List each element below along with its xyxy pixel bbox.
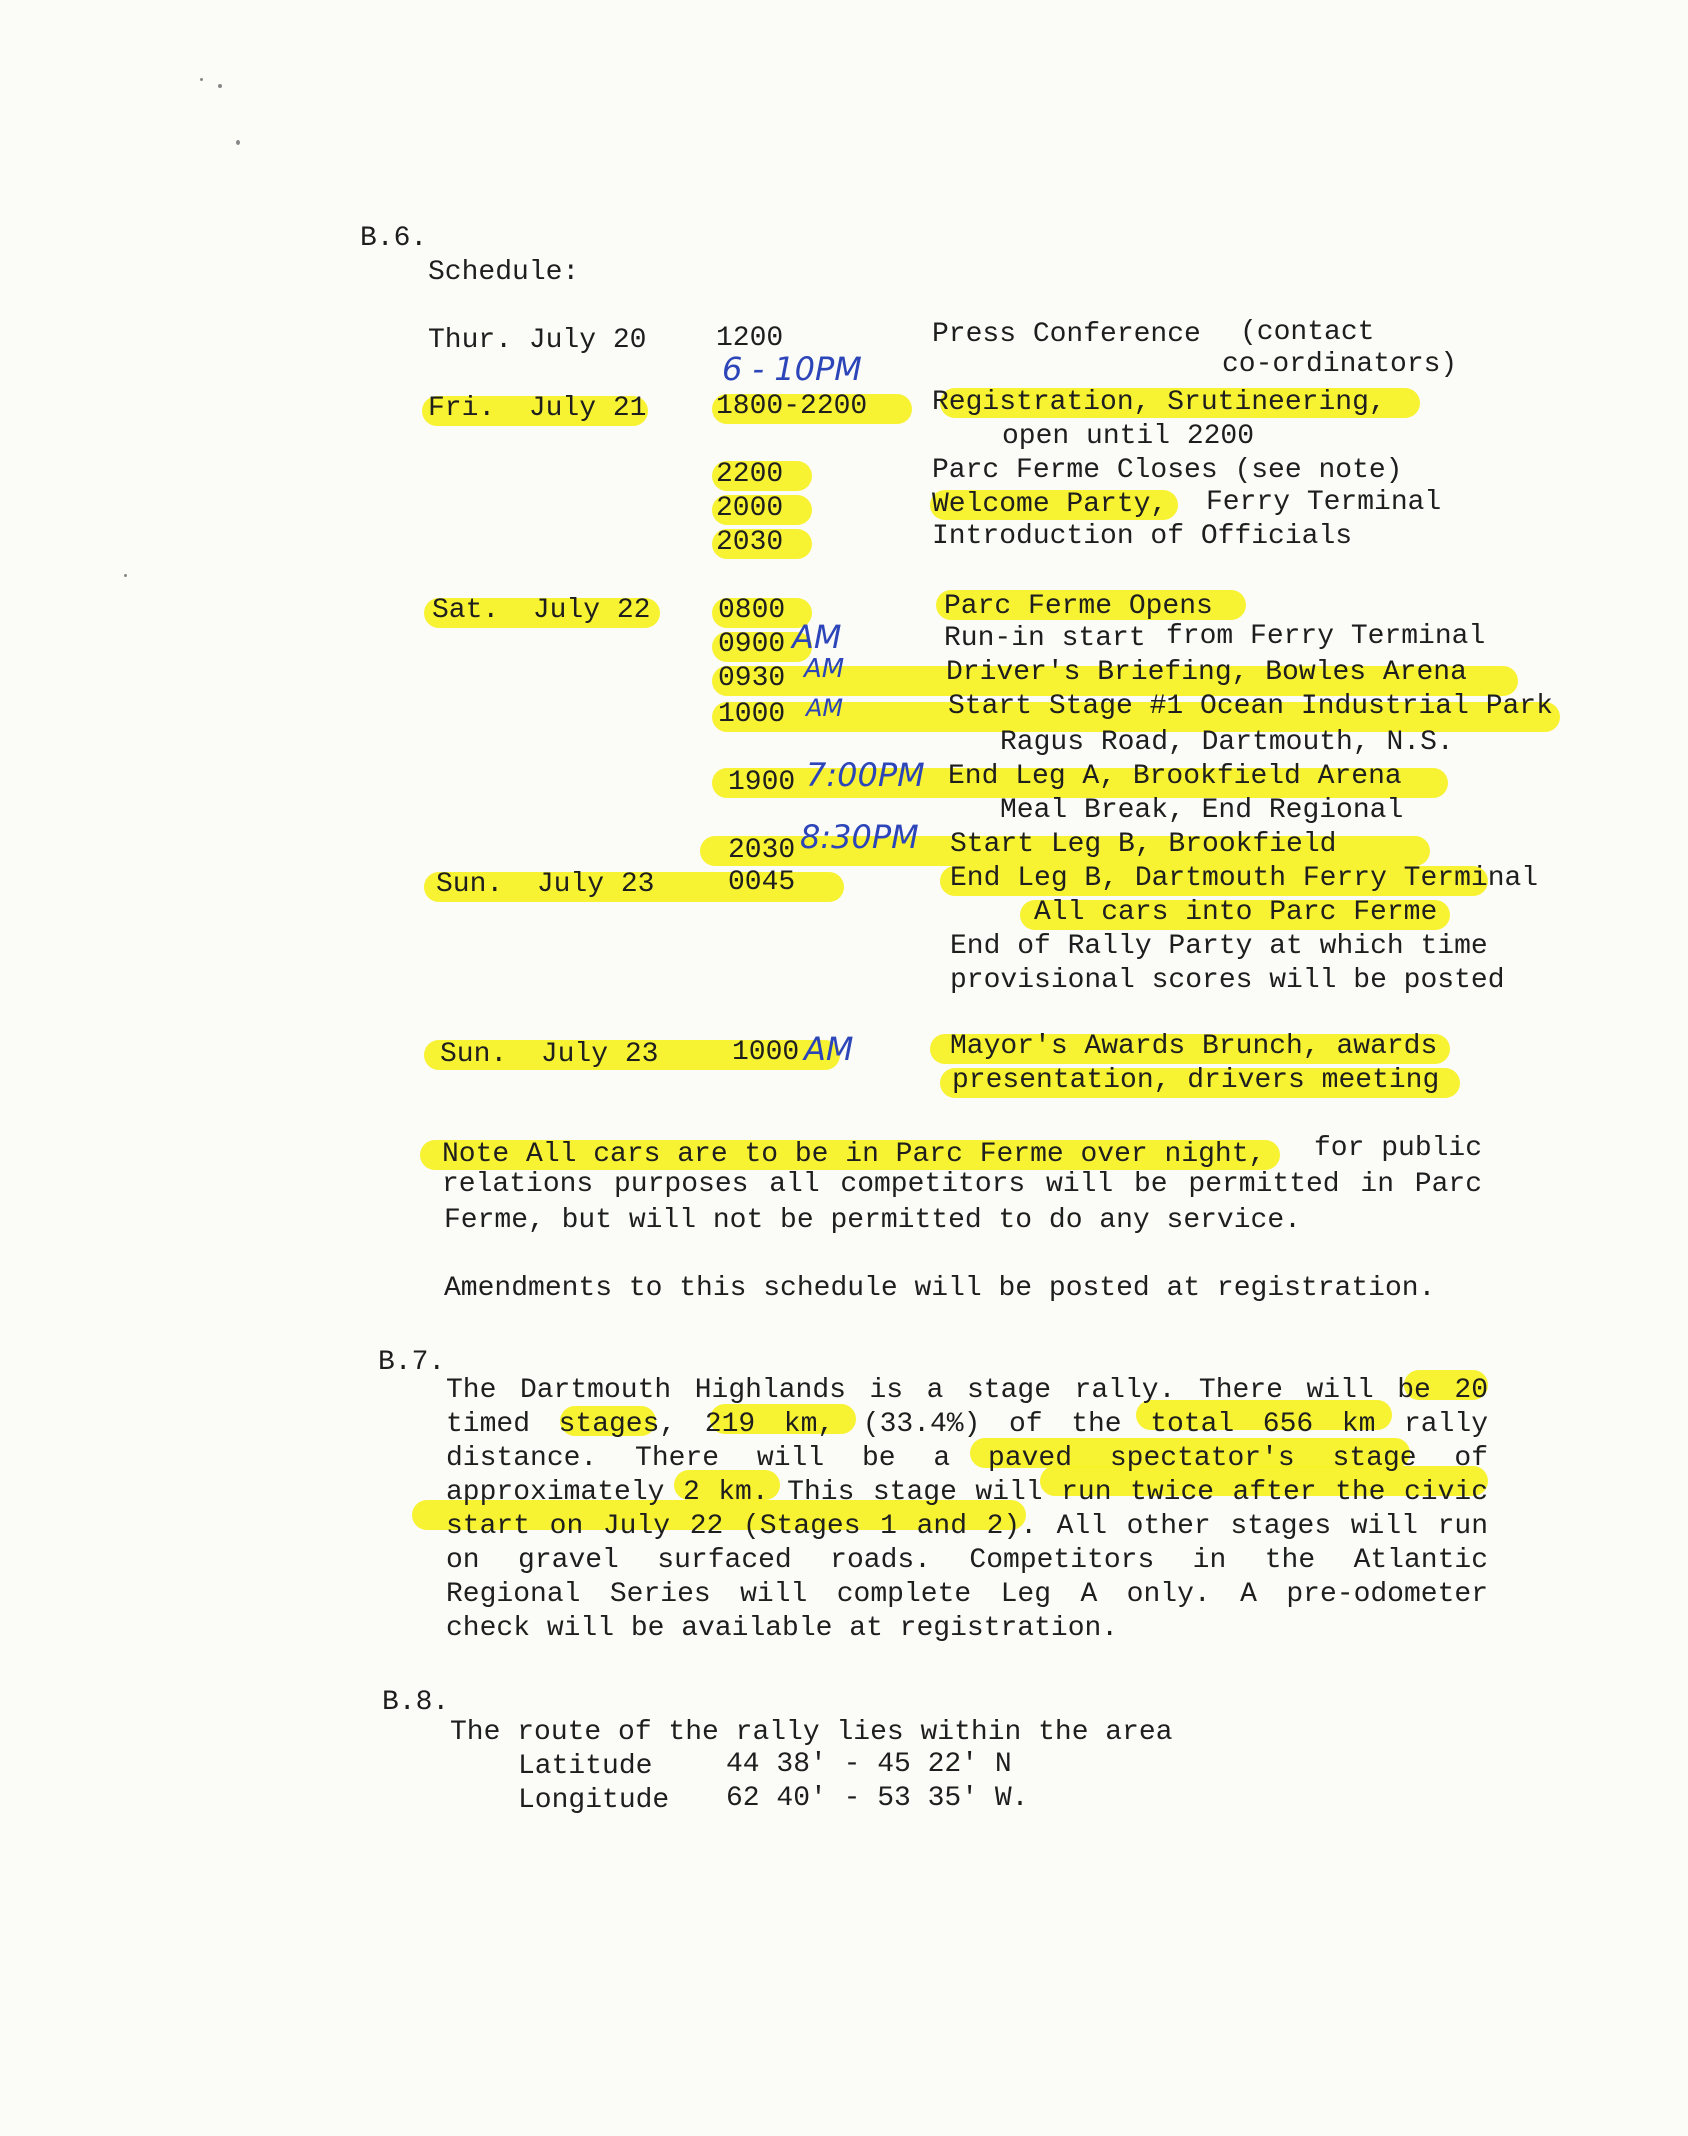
schedule-time: 1200 [716,323,784,354]
schedule-time: 2000 [716,493,784,524]
handwritten-note: 8:30PM [800,818,919,856]
schedule-event: Run-in start [944,623,1146,654]
note-line: relations purposes all competitors will be permitted in Parc [442,1169,1482,1200]
schedule-time: 1000 [732,1037,800,1068]
route-intro: The route of the rally lies within the area [450,1717,1173,1748]
schedule-event: Meal Break, End Regional [1000,795,1404,826]
schedule-time: 2030 [728,835,796,866]
schedule-event: Ragus Road, Dartmouth, N.S. [1000,727,1454,758]
schedule-event: Welcome Party, [932,489,1168,520]
rally-description-line: on gravel surfaced roads. Competitors in the Atlantic [446,1545,1488,1576]
schedule-event: Start Leg B, Brookfield [950,829,1337,860]
handwritten-note: 6 - 10PM [722,350,862,388]
note-line: Note All cars are to be in Parc Ferme over night, [442,1139,1266,1170]
schedule-time: 2030 [716,527,784,558]
longitude-label: Longitude [518,1785,670,1816]
schedule-time: 0800 [718,595,786,626]
longitude-value: 62 40' - 53 35' W. [726,1783,1029,1814]
schedule-event: End of Rally Party at which time [950,931,1488,962]
schedule-event: Parc Ferme Opens [944,591,1213,622]
schedule-event: from Ferry Terminal [1166,621,1486,652]
schedule-time: 2200 [716,459,784,490]
latitude-value: 44 38' - 45 22' N [726,1749,1012,1780]
handwritten-note: AM [806,694,844,722]
schedule-event: open until 2200 [1002,421,1255,452]
schedule-event: Press Conference [932,319,1201,350]
schedule-event: End Leg A, Brookfield Arena [948,761,1402,792]
scan-speck [124,574,127,577]
schedule-time: 0930 [718,663,786,694]
schedule-event: Driver's Briefing, Bowles Arena [946,657,1467,688]
rally-description-line: check will be available at registration. [446,1613,1119,1644]
schedule-day: Fri. July 21 [428,393,647,424]
section-number: B.8. [382,1687,450,1718]
schedule-event: Mayor's Awards Brunch, awards [950,1031,1438,1062]
schedule-day: Sun. July 23 [440,1039,659,1070]
schedule-event: presentation, drivers meeting [952,1065,1440,1096]
schedule-event: Ferry Terminal [1206,487,1442,518]
schedule-time: 0900 [718,629,786,660]
schedule-event: Start Stage #1 Ocean Industrial Park [948,691,1553,722]
schedule-time: 0045 [728,867,796,898]
rally-description-line: The Dartmouth Highlands is a stage rally. There will be 20 [446,1375,1488,1406]
section-heading: Schedule: [428,257,580,288]
handwritten-note: 7:00PM [806,756,925,794]
schedule-event: Parc Ferme Closes (see note) [932,455,1403,486]
section-number: B.6. [360,223,428,254]
rally-description-line: start on July 22 (Stages 1 and 2). All other stages will run [446,1511,1488,1542]
note-line: Ferme, but will not be permitted to do any service. [444,1205,1301,1236]
handwritten-note: AM [804,654,845,684]
schedule-event: provisional scores will be posted [950,965,1505,996]
schedule-event: Introduction of Officials [932,521,1353,552]
schedule-event: All cars into Parc Ferme [1034,897,1438,928]
schedule-time: 1800-2200 [716,391,868,422]
rally-description [446,1374,1488,1646]
handwritten-note: AM [804,1030,854,1068]
schedule-day: Sun. July 23 [436,869,655,900]
schedule-day: Sat. July 22 [432,595,651,626]
handwritten-note: AM [792,618,842,656]
latitude-label: Latitude [518,1751,653,1782]
schedule-event: End Leg B, Dartmouth Ferry Terminal [950,863,1539,894]
schedule-event: co-ordinators) [1222,349,1458,380]
schedule-event: (contact [1240,317,1375,348]
schedule-time: 1900 [728,767,796,798]
rally-description-line: timed stages, 219 km, (33.4%) of the total 656 km rally [446,1409,1488,1440]
rally-description-line: distance. There will be a paved spectator's stage of [446,1443,1488,1474]
schedule-event: Registration, Srutineering, [932,387,1386,418]
rally-description-line: approximately 2 km. This stage will run twice after the civic [446,1477,1488,1508]
amendments-note: Amendments to this schedule will be posted at registration. [444,1273,1436,1304]
note-line: for public [1314,1133,1483,1164]
section-number: B.7. [378,1347,446,1378]
rally-description-line: Regional Series will complete Leg A only. A pre-odometer [446,1579,1488,1610]
schedule-time: 1000 [718,699,786,730]
scan-speck [200,78,203,81]
scan-speck [218,84,222,88]
schedule-day: Thur. July 20 [428,325,647,356]
scan-speck [236,140,240,145]
